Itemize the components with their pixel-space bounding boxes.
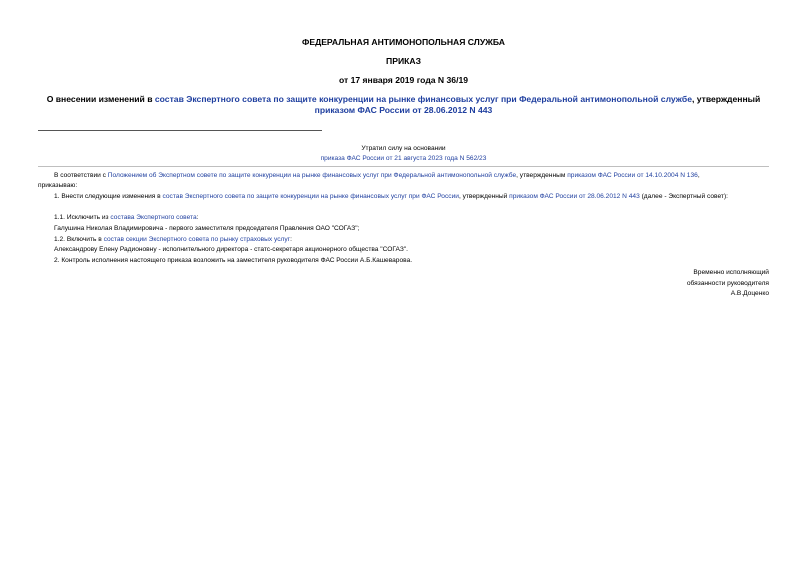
item1-text-c: (далее - Экспертный совет): [639, 193, 728, 200]
paragraph-item-1-1 [38, 213, 769, 223]
paragraph-order-word: приказываю: [38, 182, 78, 189]
header-divider [38, 130, 322, 131]
title-link-council[interactable]: состав Экспертного совета по защите конкуренции на рынке финансовых услуг при Федеральной антимонопольной службе [154, 94, 692, 104]
signature-block [569, 268, 769, 300]
paragraph-item-2: 2. Контроль исполнения настоящего приказа возложить на заместителя руководителя ФАС России А.Б.Кашеварова. [54, 257, 413, 264]
document-title [38, 94, 769, 116]
paragraph-excluded-member: Галушина Николая Владимировича - первого заместителя председателя Правления ОАО "СОГАЗ"; [54, 225, 360, 232]
signature-line-2: обязанности руководителя [686, 279, 769, 287]
paragraph-item-1-2 [38, 235, 769, 245]
council-composition-link[interactable]: состав Экспертного совета по защите конкуренции на рынке финансовых услуг при ФАС России [162, 193, 459, 200]
agency-name: ФЕДЕРАЛЬНАЯ АНТИМОНОПОЛЬНАЯ СЛУЖБА [302, 37, 505, 47]
document-date-number: от 17 января 2019 года N 36/19 [338, 75, 469, 85]
order-443-link[interactable]: приказом ФАС России от 28.06.2012 N 443 [509, 193, 640, 200]
item1-text-a: 1. Внести следующие изменения в [54, 193, 163, 200]
title-mid: , утвержденный [691, 94, 761, 104]
status-divider [38, 166, 769, 167]
status-note-line1: Утратил силу на основании [361, 145, 446, 152]
preamble-text-b: , утвержденным [516, 172, 568, 179]
item12-text-b: : [290, 236, 292, 243]
item12-text-a: 1.2. Включить в [54, 236, 104, 243]
preamble-text-c: , [697, 172, 700, 179]
item11-text-a: 1.1. Исключить из [54, 214, 111, 221]
item11-text-b: : [196, 214, 199, 221]
document-type: ПРИКАЗ [386, 56, 421, 66]
paragraph-included-member: Александрову Елену Радионовну - исполнительного директора - статс-секретаря акционерного общества "СОГАЗ". [54, 246, 408, 253]
title-link-order[interactable]: приказом ФАС России от 28.06.2012 N 443 [314, 105, 493, 115]
signature-line-1: Временно исполняющий [693, 269, 769, 276]
repeal-order-link[interactable]: приказа ФАС России от 21 августа 2023 года N 562/23 [320, 155, 487, 162]
signature-name: А.В.Доценко [730, 290, 769, 297]
regulation-link[interactable]: Положением об Экспертном совете по защите конкуренции на рынке финансовых услуг при Федеральной антимонопольной службе [107, 172, 517, 179]
paragraph-preamble [38, 171, 769, 181]
item1-text-b: , утвержденный [458, 193, 510, 200]
preamble-text-a: В соответствии с [54, 172, 108, 179]
council-membership-link[interactable]: состава Экспертного совета [110, 214, 197, 221]
title-prefix: О внесении изменений в [46, 94, 155, 104]
insurance-section-link[interactable]: состав секции Экспертного совета по рынку страховых услуг [103, 236, 291, 243]
paragraph-item-1 [38, 192, 769, 202]
order-136-link[interactable]: приказом ФАС России от 14.10.2004 N 136 [567, 172, 698, 179]
status-note-link [38, 154, 769, 164]
